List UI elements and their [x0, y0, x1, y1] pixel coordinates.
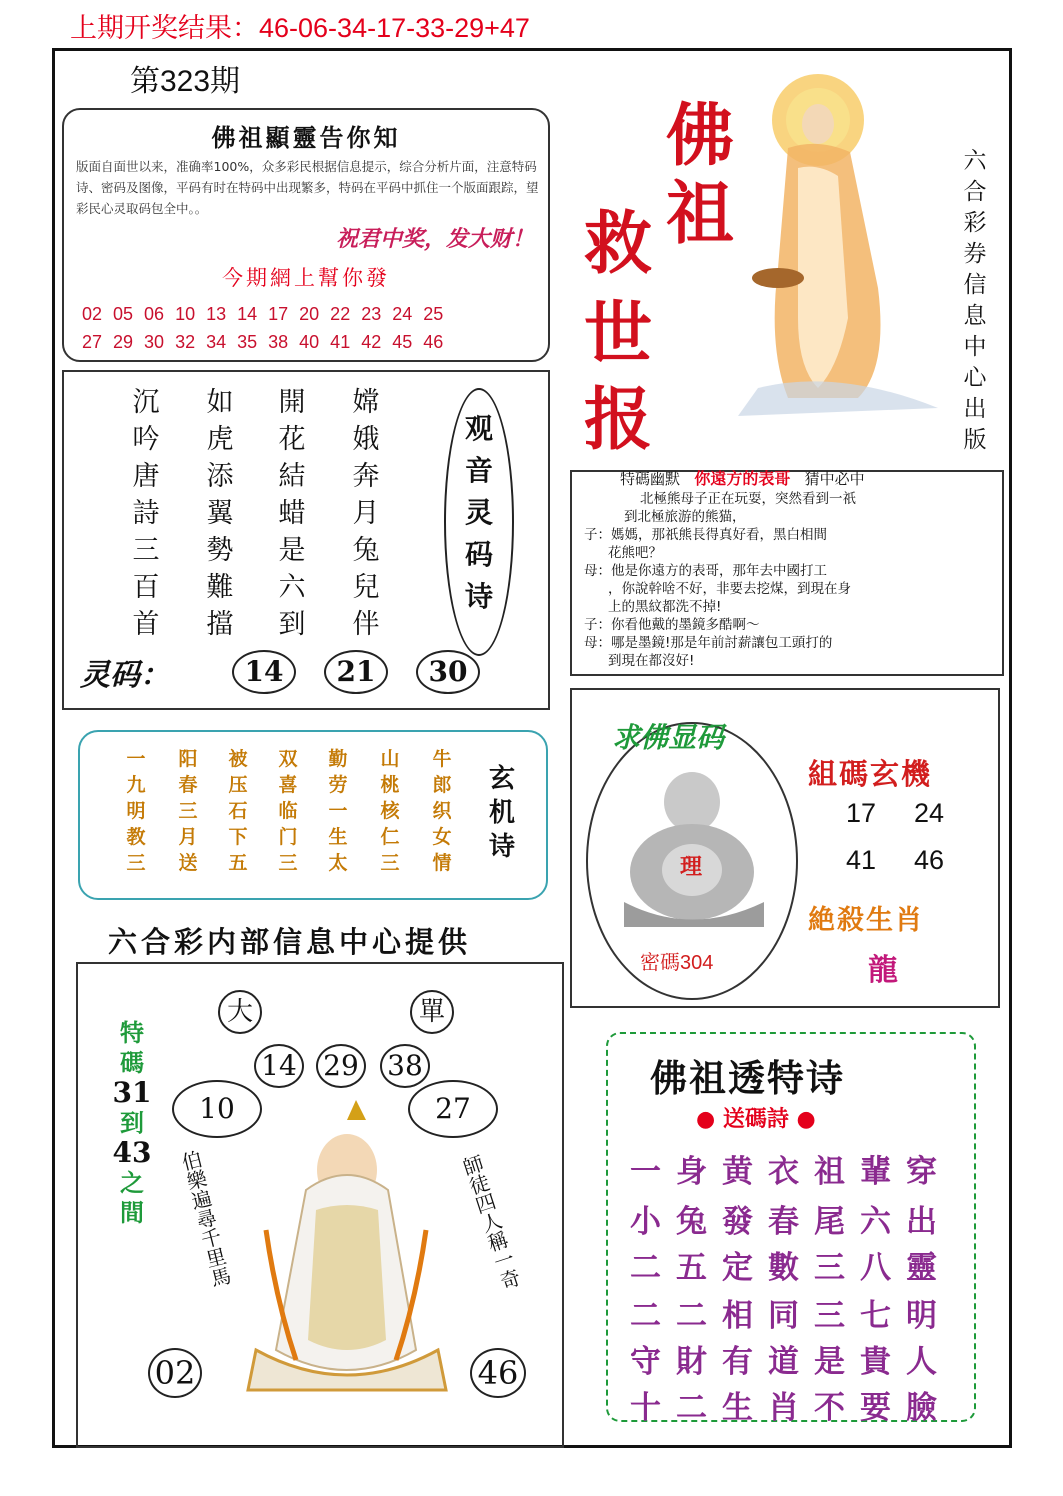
- title-char: 救: [584, 204, 653, 284]
- number-circle: 14: [254, 1044, 304, 1088]
- poem-column: 嫦 娥 奔 月 兔 兒 伴: [352, 387, 380, 640]
- notice-numbers-row: 02 05 06 10 13 14 17 20 22 23 24 25: [82, 304, 444, 324]
- da-circle: 大: [218, 990, 262, 1034]
- teshi-subtitle: ● 送碼詩 ●: [696, 1106, 816, 1132]
- teshi-line: 十二生肖不要臉: [630, 1390, 952, 1426]
- teshi-line: 一身黄衣祖輩穿: [630, 1154, 952, 1190]
- teshi-line: 二二相同三七明: [630, 1298, 952, 1334]
- xuanji-column: 山 桃 核 仁 三: [380, 748, 400, 874]
- dan-circle: 單: [410, 990, 454, 1034]
- maitreya-center-char: 理: [680, 854, 703, 880]
- poem-column: 沉 吟 唐 詩 三 百 首: [132, 387, 160, 640]
- zuma-title: 組碼玄機: [808, 757, 933, 791]
- poem-column: 如 虎 添 翼 勢 難 擋: [206, 387, 234, 640]
- teshi-line: 小兔發春尾六出: [630, 1204, 952, 1240]
- title-char: 佛: [666, 96, 735, 176]
- lingma-label: 灵码：: [80, 658, 170, 693]
- number-circle: 38: [380, 1044, 430, 1088]
- title-char: 报: [584, 380, 653, 460]
- xuanji-column: 双 喜 临 门 三: [278, 748, 298, 874]
- title-char: 祖: [666, 174, 735, 254]
- xuanji-column: 一 九 明 教 三: [126, 748, 146, 874]
- notice-box: [62, 108, 550, 362]
- teshi-line: 守財有道是貴人: [630, 1344, 952, 1380]
- title-char: 世: [584, 294, 653, 374]
- maitreya-title: 求佛显码: [612, 721, 725, 754]
- number-oval: 10: [172, 1080, 262, 1138]
- lingma-number: 30: [416, 650, 480, 694]
- notice-wish: 祝君中奖，发大财！: [335, 226, 534, 252]
- xuanji-column: 牛 郎 织 女 情: [432, 748, 452, 874]
- maitreya-image: [604, 752, 780, 932]
- zuma-number: 41: [846, 845, 877, 875]
- poem-label: 观 音 灵 码 诗: [464, 412, 493, 613]
- publisher-vertical: 六合彩券信息中心出版: [963, 148, 987, 453]
- tema-range: 特 碼 31 到 43 之 間: [112, 1018, 152, 1227]
- xuanji-column: 阳 春 三 月 送: [178, 748, 198, 874]
- right-phrase: 師徒四人稱一奇: [457, 1152, 524, 1293]
- teshi-title: 佛祖透特诗: [650, 1056, 845, 1100]
- teshi-line: 二五定數三八靈: [630, 1250, 952, 1286]
- number-circle: 02: [148, 1348, 202, 1398]
- zuma-number: 46: [914, 845, 945, 875]
- maitreya-password: 密碼304: [640, 952, 714, 974]
- number-circle: 29: [316, 1044, 366, 1088]
- notice-subtitle: 今期網上幫你發: [222, 266, 390, 290]
- number-oval: 27: [408, 1080, 498, 1138]
- lingma-number: 14: [232, 650, 296, 694]
- lingma-number: 21: [324, 650, 388, 694]
- xuanji-column: 勤 劳 一 生 太: [328, 748, 348, 874]
- number-circle: 46: [470, 1348, 526, 1398]
- riddle-body: 北極熊母子正在玩耍，突然看到一祇 到北極旅游的熊猫， 子：媽媽，那祇熊長得真好看，黑白相間 花熊吧？ 母：他是你遠方的表哥，那年去中國打工 ，你說幹啥不好，非要去挖煤，到現在身 上的黑紋都洗不掉! 子：你看他戴的墨鏡多酷啊～ 母：哪是墨鏡!那是年前討薪讓包工頭打的 到現在都沒好!: [584, 491, 856, 669]
- poem-column: 開 花 結 蜡 是 六 到: [278, 387, 306, 640]
- notice-numbers-row: 27 29 30 32 34 35 38 40 41 42 45 46: [82, 332, 444, 352]
- xuanji-column: 被 压 石 下 五: [228, 748, 248, 874]
- zuma-number: 17: [846, 798, 877, 828]
- left-phrase: 伯樂遍尋千里馬: [176, 1148, 234, 1290]
- notice-body: 版面自面世以来，准确率100%，众多彩民根据信息提示，综合分析片面，注意特码诗、密码及图像，平码有时在特码中出现繁多，特码在平码中抓住一个版面跟踪，望彩民心灵取码包全中。。: [76, 159, 539, 216]
- zuma-number: 24: [914, 798, 945, 828]
- guanyin-standing-image: [738, 68, 950, 416]
- riddle-header: 特碼幽默 你遠方的表哥 猜中必中: [620, 469, 865, 488]
- guanyin-seated-image: [236, 1100, 458, 1400]
- provider-line: 六合彩内部信息中心提供: [108, 925, 472, 959]
- xuanji-label: 玄 机 诗: [488, 764, 515, 862]
- last-result: 上期开奖结果：46-06-34-17-33-29+47: [70, 13, 530, 43]
- jusha-value: 龍: [868, 953, 898, 988]
- notice-title: 佛祖顯靈告你知: [211, 123, 401, 152]
- jusha-title: 絶殺生肖: [808, 905, 924, 936]
- issue-number: 第323期: [130, 65, 241, 98]
